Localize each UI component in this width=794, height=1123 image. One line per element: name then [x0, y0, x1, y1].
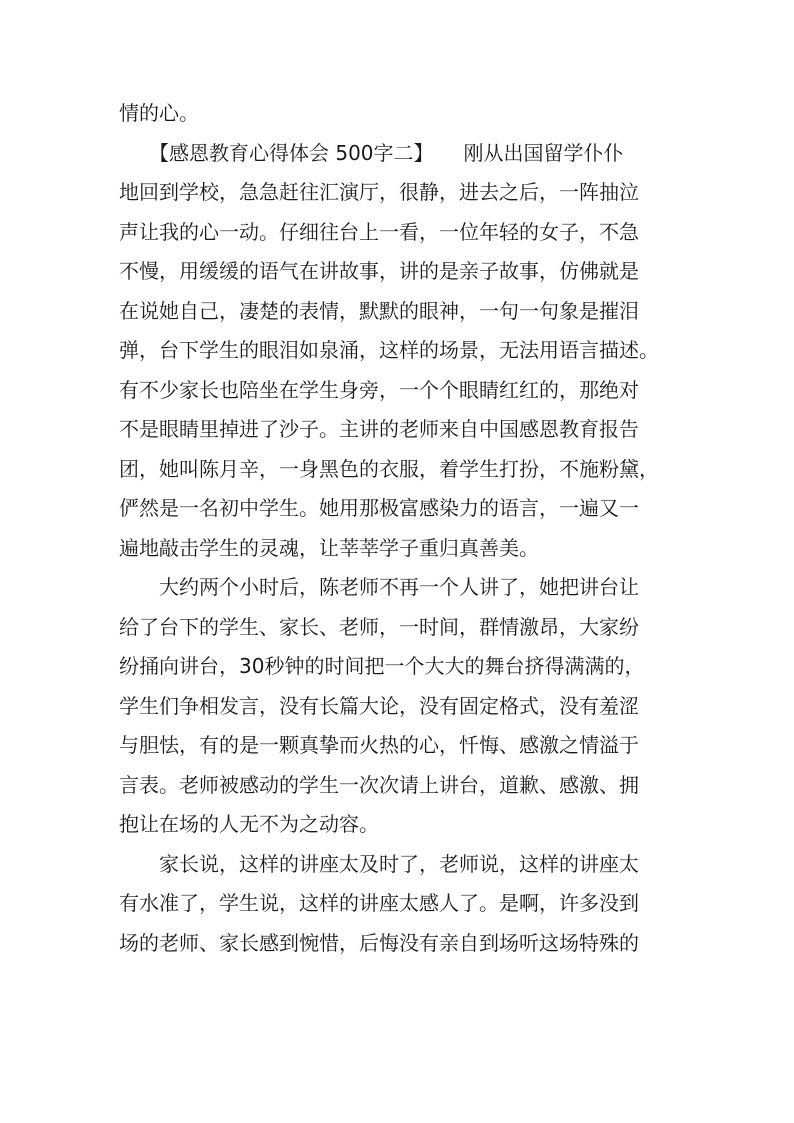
text-line: 弹，台下学生的眼泪如泉涌，这样的场景，无法用语言描述。 [119, 338, 659, 362]
text-line: 与胆怯，有的是一颗真挚而火热的心，忏悔、感激之情溢于 [119, 733, 639, 757]
text-line: 有不少家长也陪坐在学生身旁，一个个眼睛红红的，那绝对 [119, 377, 639, 402]
section-heading-line: 【感恩教育心得体会 500字二】 刚从出国留学仆仆 [119, 140, 624, 165]
text-line: 抱让在场的人无不为之动容。 [119, 812, 379, 836]
text-line: 声让我的心一动。仔细往台上一看，一位年轻的女子，不急 [119, 219, 639, 244]
text-line: 有水准了，学生说，这样的讲座太感人了。是啊，许多没到 [119, 891, 639, 915]
text-line: 地回到学校，急急赶往汇演厅，很静，进去之后，一阵抽泣 [119, 180, 639, 204]
text-line: 纷捅向讲台，30秒钟的时间把一个大大的舞台挤得满满的， [119, 654, 645, 678]
text-line: 情的心。 [119, 101, 199, 125]
text-line: 不是眼睛里掉进了沙子。主讲的老师来自中国感恩教育报告 [119, 417, 639, 441]
text-line: 言表。老师被感动的学生一次次请上讲台，道歉、感激、拥 [119, 772, 639, 797]
text-line: 场的老师、家长感到惋惜，后悔没有亲自到场听这场特殊的 [119, 930, 639, 955]
paragraph-start-line: 家长说，这样的讲座太及时了，老师说，这样的讲座太 [119, 851, 639, 876]
paragraph-start-line: 大约两个小时后，陈老师不再一个人讲了，她把讲台让 [119, 575, 639, 599]
text-line: 学生们争相发言，没有长篇大论，没有固定格式，没有羞涩 [119, 693, 639, 718]
text-line: 不慢，用缓缓的语气在讲故事，讲的是亲子故事，仿佛就是 [119, 259, 639, 283]
text-line: 团，她叫陈月辛，一身黑色的衣服，着学生打扮，不施粉黛， [119, 456, 659, 481]
text-line: 俨然是一名初中学生。她用那极富感染力的语言，一遍又一 [119, 496, 639, 520]
text-line: 遍地敲击学生的灵魂，让莘莘学子重归真善美。 [119, 535, 539, 560]
text-line: 在说她自己，凄楚的表情，默默的眼神，一句一句象是摧泪 [119, 298, 639, 323]
text-line: 给了台下的学生、家长、老师，一时间，群情激昂，大家纷 [119, 614, 639, 639]
document-body [119, 94, 685, 963]
